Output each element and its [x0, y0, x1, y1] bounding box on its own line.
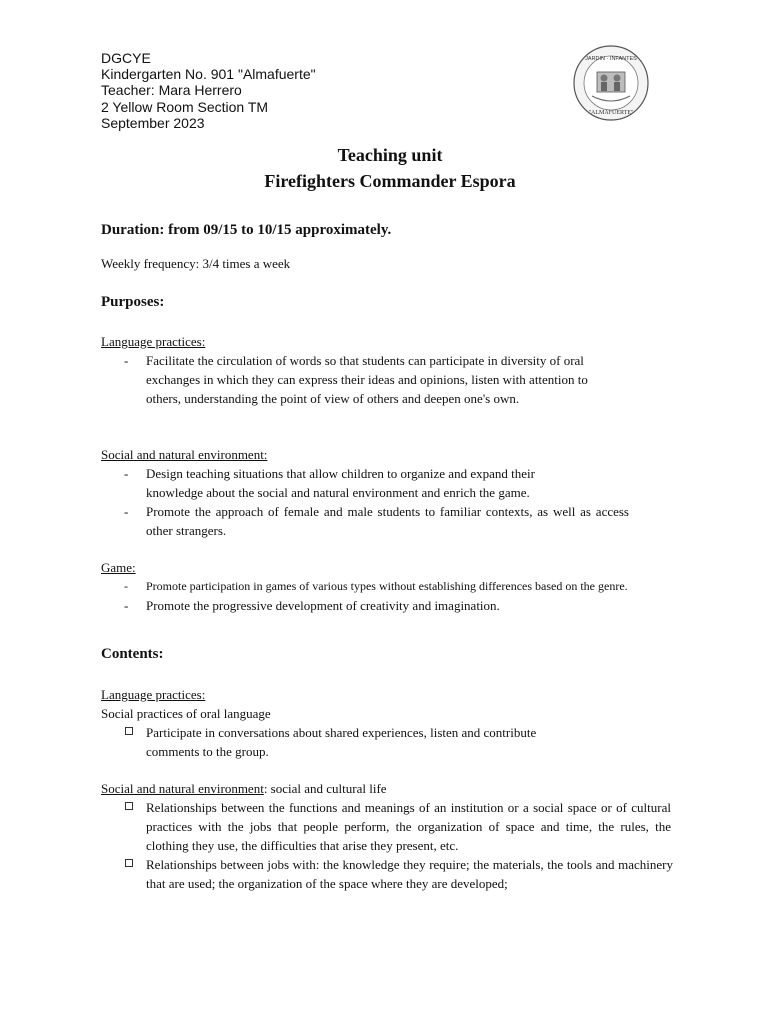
purposes-social-section	[101, 445, 671, 540]
svg-text:"ALMAFUERTE": "ALMAFUERTE"	[588, 110, 634, 116]
header-line-1: DGCYE	[101, 50, 151, 66]
checkbox-bullet-icon	[125, 859, 133, 867]
checkbox-bullet-icon	[125, 802, 133, 810]
purposes-social-item: - Design teaching situations that allow children to organize and expand their knowledge about the social and natural environment and enrich the game.	[124, 466, 535, 500]
header-line-5: September 2023	[101, 114, 205, 131]
document-header	[101, 50, 316, 131]
contents-social-item: Relationships between jobs with: the knowledge they require; the materials, the tools and machinery that are used; the organization of the space where they are developed;	[101, 855, 673, 893]
purposes-social-label: Social and natural environment:	[101, 447, 268, 462]
purposes-game-item: - Promote the progressive development of creativity and imagination.	[124, 598, 500, 613]
dash-bullet: -	[124, 466, 129, 481]
title-line-2: Firefighters Commander Espora	[264, 171, 516, 191]
contents-social-section	[101, 779, 671, 893]
purposes-language-label: Language practices:	[101, 334, 206, 349]
purposes-heading: Purposes:	[101, 294, 165, 310]
dash-bullet: -	[124, 579, 128, 593]
contents-language-item: Participate in conversations about shared experiences, listen and contribute comments to the group.	[101, 723, 582, 761]
purposes-game-section	[101, 558, 671, 615]
contents-social-item: Relationships between the functions and meanings of an institution or a social space or of cultural practices with the jobs that people perform, the organization of space and time, the rules, the clothing they use, the difficulties that arise they present, etc.	[101, 798, 671, 855]
duration: Duration: from 09/15 to 10/15 approximately.	[101, 222, 392, 238]
purposes-game-label: Game:	[101, 560, 136, 575]
dash-bullet: -	[124, 504, 129, 519]
contents-social-label: Social and natural environment: social and cultural life	[101, 781, 387, 796]
weekly-frequency: Weekly frequency: 3/4 times a week	[101, 256, 291, 271]
contents-language-section	[101, 685, 671, 761]
header-line-2: Kindergarten No. 901 "Almafuerte"	[101, 66, 316, 83]
contents-heading: Contents:	[101, 646, 164, 662]
title-line-1: Teaching unit	[337, 145, 443, 165]
dash-bullet: -	[124, 598, 129, 613]
header-line-3: Teacher: Mara Herrero	[101, 82, 242, 99]
purposes-language-section	[101, 332, 671, 408]
purposes-game-item: - Promote participation in games of various types without establishing differences based on the genre.	[101, 577, 667, 596]
purposes-language-item: - Facilitate the circulation of words so that students can participate in diversity of oral exchanges in which they can express their ideas and opinions, listen with attention to others, understanding the point of view of others and deepen one's own.	[124, 353, 588, 406]
contents-language-label: Language practices:	[101, 687, 206, 702]
dash-bullet: -	[124, 353, 129, 368]
purposes-social-item: - Promote the approach of female and male students to familiar contexts, as well as access other strangers.	[124, 504, 629, 538]
kindergarten-seal-logo	[572, 44, 650, 122]
svg-text:JARDIN · INFANTES: JARDIN · INFANTES	[585, 56, 637, 62]
contents-language-sublabel: Social practices of oral language	[101, 706, 271, 721]
header-line-4: 2 Yellow Room Section TM	[101, 98, 269, 115]
checkbox-bullet-icon	[125, 727, 133, 735]
